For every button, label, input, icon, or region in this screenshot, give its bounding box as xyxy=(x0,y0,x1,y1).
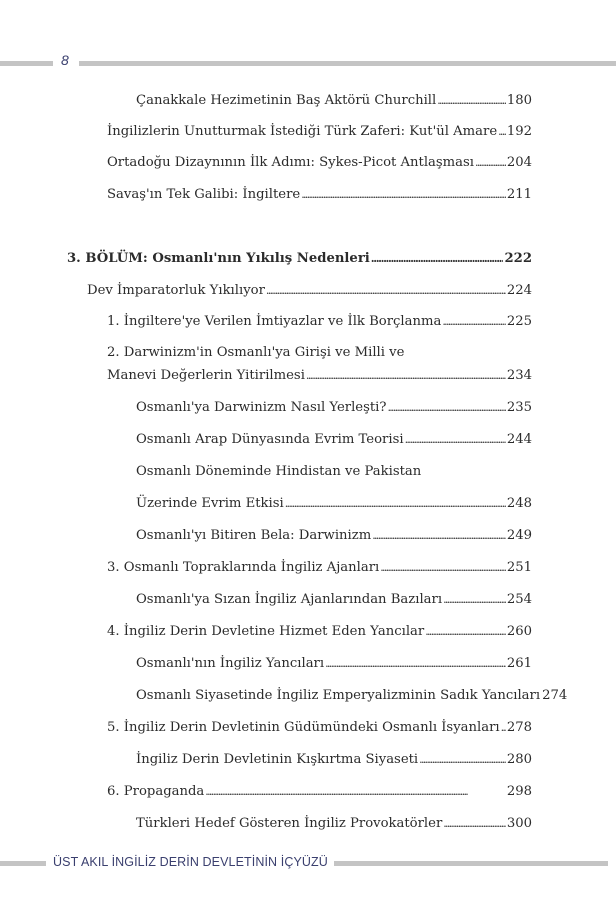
toc-entry-page: 280 xyxy=(506,752,532,767)
dot-leader xyxy=(285,495,506,513)
header-rule-left xyxy=(0,61,53,66)
toc-entry-page: 274 xyxy=(542,688,568,703)
page-number: 8 xyxy=(61,52,69,68)
toc-entry[interactable] xyxy=(107,313,532,331)
toc-entry[interactable] xyxy=(136,751,532,769)
toc-entry[interactable] xyxy=(136,655,532,673)
toc-entry[interactable] xyxy=(107,719,532,737)
toc-entry[interactable] xyxy=(136,687,568,705)
footer-rule-left xyxy=(0,861,46,866)
toc-entry-title: 3. Osmanlı Topraklarında İngiliz Ajanları xyxy=(107,560,380,575)
toc-entry[interactable] xyxy=(107,123,532,141)
dot-leader xyxy=(266,282,506,300)
toc-entry-title: Osmanlı'nın İngiliz Yancıları xyxy=(136,656,325,671)
toc-entry-title: Osmanlı'ya Darwinizm Nasıl Yerleşti? xyxy=(136,400,387,415)
toc-entry[interactable] xyxy=(107,623,532,641)
toc-entry[interactable] xyxy=(136,527,532,545)
header-rule-right xyxy=(79,61,616,66)
dot-leader xyxy=(437,92,506,110)
toc-entry-title: İngiliz Derin Devletinin Kışkırtma Siyaseti xyxy=(136,752,419,767)
dot-leader xyxy=(425,623,506,641)
toc-entry-page: 278 xyxy=(506,720,532,735)
toc-entry-page: 251 xyxy=(506,560,532,575)
dot-leader xyxy=(306,367,506,385)
dot-leader xyxy=(475,154,506,172)
dot-leader xyxy=(498,123,506,141)
toc-entry[interactable] xyxy=(136,399,532,417)
toc-entry[interactable] xyxy=(136,495,532,513)
footer-rule-right xyxy=(334,861,608,866)
footer-book-title: ÜST AKIL İNGİLİZ DERİN DEVLETİNİN İÇYÜZÜ xyxy=(53,855,328,869)
toc-entry-title: Ortadoğu Dizaynının İlk Adımı: Sykes-Picot Antlaşması xyxy=(107,155,475,170)
toc-entry-page: 224 xyxy=(506,283,532,298)
dot-leader xyxy=(442,313,505,331)
toc-entry-title: 3. BÖLÜM: Osmanlı'nın Yıkılış Nedenleri xyxy=(67,251,370,266)
toc-entry-title: Osmanlı'yı Bitiren Bela: Darwinizm xyxy=(136,528,372,543)
toc-entry-title: 5. İngiliz Derin Devletinin Güdümündeki Osmanlı İsyanları xyxy=(107,720,500,735)
toc-entry[interactable] xyxy=(107,783,532,801)
toc-entry-page: 235 xyxy=(506,400,532,415)
toc-entry[interactable] xyxy=(136,431,532,449)
toc-entry-title: 6. Propaganda xyxy=(107,784,205,799)
dot-leader xyxy=(380,559,506,577)
dot-leader xyxy=(443,591,506,609)
toc-entry-title: Dev İmparatorluk Yıkılıyor xyxy=(87,283,265,298)
toc-entry-page: 180 xyxy=(506,93,532,108)
toc-entry-title-line1: 2. Darwinizm'in Osmanlı'ya Girişi ve Milli ve xyxy=(107,345,405,360)
toc-entry[interactable] xyxy=(107,367,532,385)
toc-chapter-heading[interactable] xyxy=(67,250,532,268)
toc-entry-page: 261 xyxy=(506,656,532,671)
toc-entry-title: Osmanlı'ya Sızan İngiliz Ajanlarından Bazıları xyxy=(136,592,443,607)
dot-leader xyxy=(501,719,506,737)
toc-entry-title: Savaş'ın Tek Galibi: İngiltere xyxy=(107,187,301,202)
dot-leader xyxy=(205,783,506,801)
toc-entry-title: Türkleri Hedef Gösteren İngiliz Provokatörler xyxy=(136,816,443,831)
toc-entry-title: Çanakkale Hezimetinin Baş Aktörü Churchill xyxy=(136,93,437,108)
dot-leader xyxy=(371,250,504,268)
dot-leader xyxy=(405,431,506,449)
toc-entry-page: 249 xyxy=(506,528,532,543)
toc-entry-title: Osmanlı Siyasetinde İngiliz Emperyalizminin Sadık Yancıları xyxy=(136,688,541,703)
toc-entry[interactable] xyxy=(136,591,532,609)
toc-entry-page: 260 xyxy=(506,624,532,639)
toc-entry-page: 244 xyxy=(506,432,532,447)
toc-entry[interactable] xyxy=(107,559,532,577)
toc-entry-title: 4. İngiliz Derin Devletine Hizmet Eden Yancılar xyxy=(107,624,425,639)
toc-entry[interactable] xyxy=(107,186,532,204)
toc-entry-title: Üzerinde Evrim Etkisi xyxy=(136,496,284,511)
toc-entry-title: 1. İngiltere'ye Verilen İmtiyazlar ve İlk Borçlanma xyxy=(107,314,442,329)
toc-entry-page: 192 xyxy=(506,124,532,139)
dot-leader xyxy=(419,751,506,769)
toc-entry[interactable] xyxy=(136,815,532,833)
toc-entry-page: 254 xyxy=(506,592,532,607)
toc-entry-title: Osmanlı Arap Dünyasında Evrim Teorisi xyxy=(136,432,404,447)
dot-leader xyxy=(387,399,505,417)
dot-leader xyxy=(443,815,506,833)
toc-entry[interactable] xyxy=(87,282,532,300)
toc-entry-page: 298 xyxy=(506,784,532,799)
toc-entry-title: İngilizlerin Unutturmak İstediği Türk Zaferi: Kut'ül Amare xyxy=(107,124,498,139)
toc-entry-page: 300 xyxy=(506,816,532,831)
toc-entry-page: 225 xyxy=(506,314,532,329)
toc-entry-page: 204 xyxy=(506,155,532,170)
toc-entry-title: Manevi Değerlerin Yitirilmesi xyxy=(107,368,305,383)
dot-leader xyxy=(372,527,506,545)
toc-entry-page: 211 xyxy=(506,187,532,202)
dot-leader xyxy=(301,186,506,204)
toc-entry-page: 222 xyxy=(504,251,532,266)
toc-entry[interactable] xyxy=(107,154,532,172)
toc-entry-title-line1: Osmanlı Döneminde Hindistan ve Pakistan xyxy=(136,464,422,479)
toc-entry[interactable] xyxy=(136,92,532,110)
dot-leader xyxy=(325,655,506,673)
toc-entry-page: 234 xyxy=(506,368,532,383)
toc-entry-page: 248 xyxy=(506,496,532,511)
